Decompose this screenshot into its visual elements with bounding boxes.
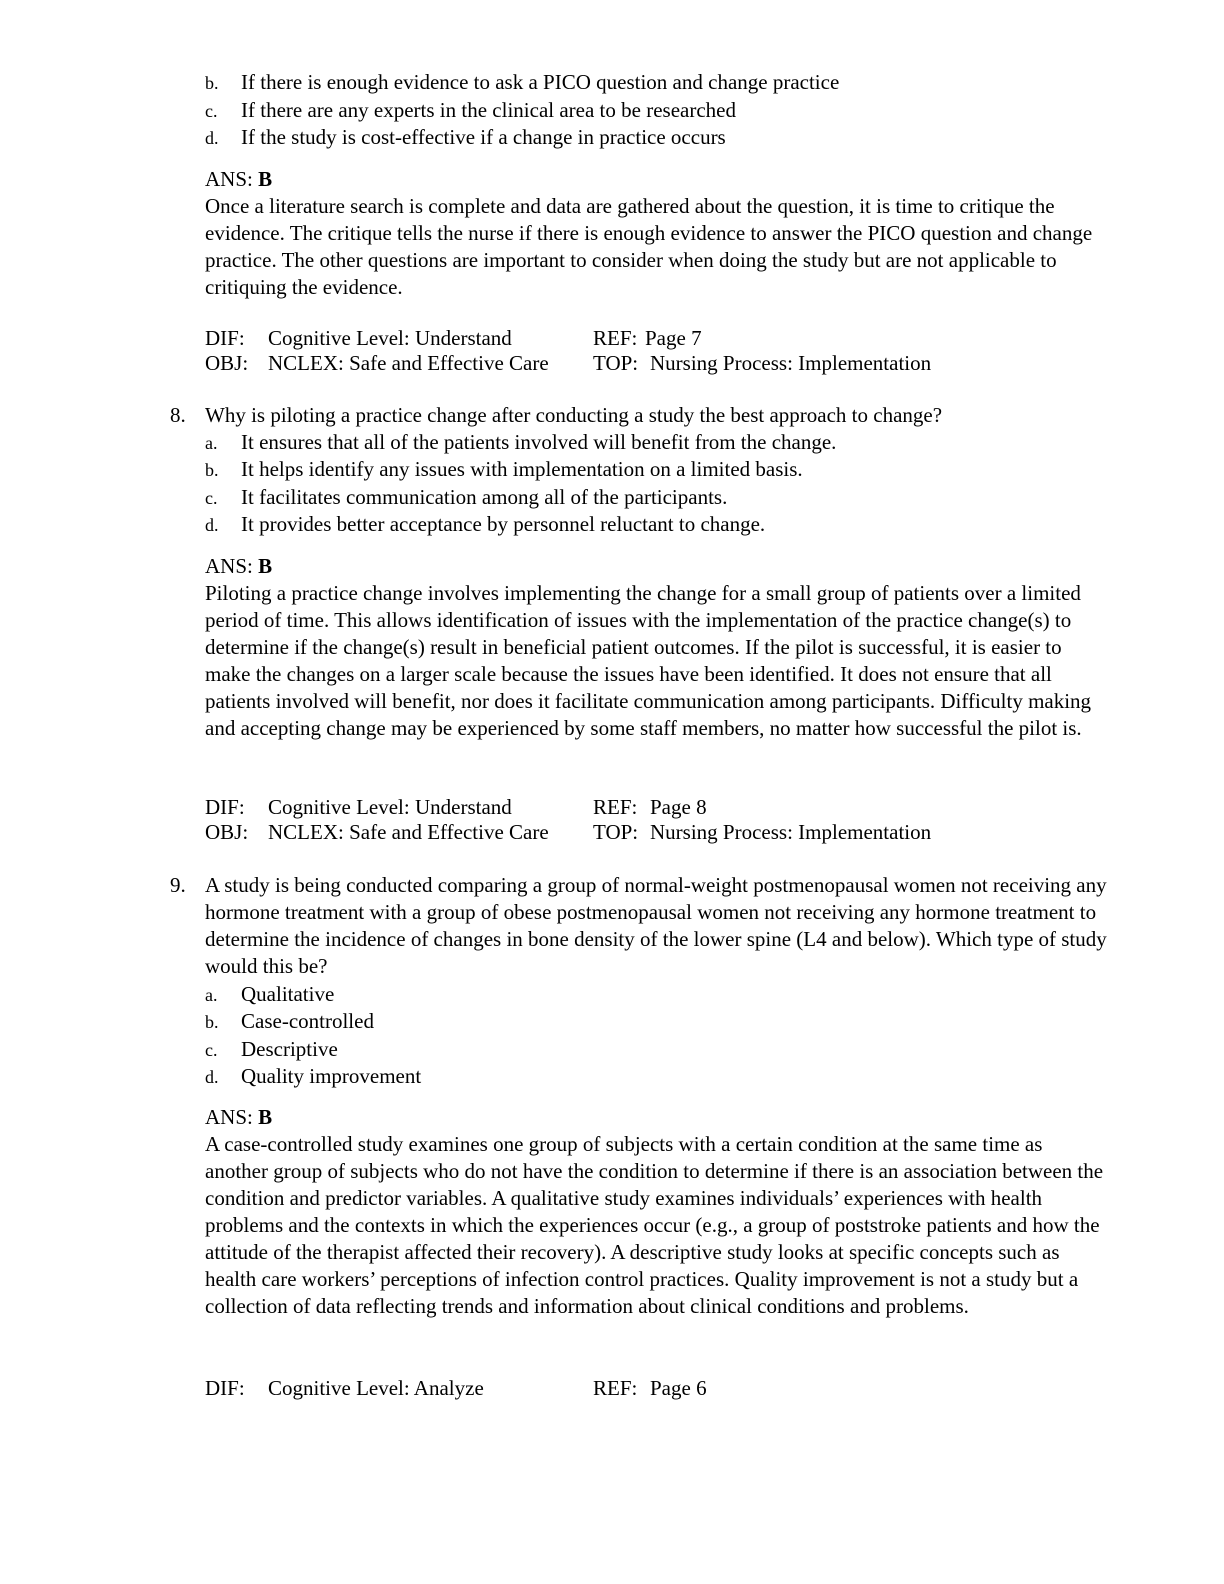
option-text: If there are any experts in the clinical area to be researched	[241, 98, 736, 122]
q9-number: 9.	[170, 873, 186, 897]
top-value: Nursing Process: Implementation	[650, 351, 932, 375]
obj-label: OBJ:	[205, 820, 249, 844]
answer-letter: B	[258, 1105, 273, 1129]
q8-option-b	[205, 456, 803, 484]
q8-option-c	[205, 484, 727, 512]
dif-label: DIF:	[205, 326, 245, 350]
top-value: Nursing Process: Implementation	[650, 820, 932, 844]
option-letter: c.	[205, 101, 218, 121]
option-text: Quality improvement	[241, 1064, 422, 1088]
dif-value: Cognitive Level: Understand	[268, 795, 512, 819]
q9-option-b	[205, 1008, 374, 1036]
ref-label: REF:	[593, 1376, 638, 1400]
q7-option-b	[205, 69, 839, 97]
answer-letter: B	[258, 167, 273, 191]
option-letter: a.	[205, 433, 218, 453]
q7-option-c	[205, 97, 736, 125]
ref-value: Page 6	[650, 1376, 707, 1400]
ref-value: Page 8	[650, 795, 707, 819]
dif-value: Cognitive Level: Analyze	[268, 1376, 484, 1400]
q8-number: 8.	[170, 403, 186, 427]
answer-line	[205, 166, 1110, 193]
option-letter: b.	[205, 1012, 219, 1032]
answer-label: ANS:	[205, 167, 253, 191]
ref-label: REF:	[593, 795, 638, 819]
option-letter: c.	[205, 1040, 218, 1060]
option-letter: a.	[205, 985, 218, 1005]
option-text: Qualitative	[241, 982, 335, 1006]
option-letter: b.	[205, 73, 219, 93]
option-text: Case-controlled	[241, 1009, 374, 1033]
q8-option-d	[205, 511, 765, 539]
option-text: It ensures that all of the patients involved will benefit from the change.	[241, 430, 837, 454]
obj-value: NCLEX: Safe and Effective Care	[268, 820, 549, 844]
top-label: TOP:	[593, 351, 639, 375]
ref-label: REF:	[593, 326, 638, 350]
q7-answer-block	[205, 166, 1110, 301]
ref-value: Page 7	[645, 326, 702, 350]
q8-question: Why is piloting a practice change after conducting a study the best approach to change?	[205, 403, 943, 427]
option-letter: d.	[205, 1067, 219, 1087]
answer-label: ANS:	[205, 554, 253, 578]
answer-rationale: A case-controlled study examines one group of subjects with a certain condition at the same time as another group of subjects who do not have the condition to determine if there is an association between the condition and predictor variables. A qualitative study examines individuals’ experiences with health problems and the contexts in which the experiences occur (e.g., a group of poststroke patients and how the attitude of the therapist affected their recovery). A descriptive study looks at specific concepts such as health care workers’ perceptions of infection control practices. Quality improvement is not a study but a collection of data reflecting trends and information about clinical conditions and problems.	[205, 1132, 1104, 1318]
answer-letter: B	[258, 554, 273, 578]
dif-label: DIF:	[205, 795, 245, 819]
q9-option-c	[205, 1036, 338, 1064]
option-text: Descriptive	[241, 1037, 338, 1061]
answer-label: ANS:	[205, 1105, 253, 1129]
answer-rationale: Piloting a practice change involves implementing the change for a small group of patients over a limited period of time. This allows identification of issues with the implementation of the practice change(s) to determine if the change(s) result in beneficial patient outcomes. If the pilot is successful, it is easier to make the changes on a larger scale because the issues have been identified. It does not ensure that all patients involved will benefit, nor does it facilitate communication among participants. Difficulty making and accepting change may be experienced by some staff members, no matter how successful the pilot is.	[205, 581, 1092, 740]
answer-rationale: Once a literature search is complete and data are gathered about the question, it is time to critique the evidence. The critique tells the nurse if there is enough evidence to answer the PICO question and change practice. The other questions are important to consider when doing the study but are not applicable to critiquing the evidence.	[205, 194, 1093, 299]
obj-value: NCLEX: Safe and Effective Care	[268, 351, 549, 375]
option-text: It facilitates communication among all of the participants.	[241, 485, 728, 509]
option-text: It provides better acceptance by personnel reluctant to change.	[241, 512, 766, 536]
option-text: If the study is cost-effective if a change in practice occurs	[241, 125, 726, 149]
option-letter: b.	[205, 460, 219, 480]
dif-label: DIF:	[205, 1376, 245, 1400]
option-text: It helps identify any issues with implementation on a limited basis.	[241, 457, 803, 481]
q8-meta	[205, 795, 1005, 849]
q8-answer-block	[205, 553, 1110, 742]
option-letter: d.	[205, 128, 219, 148]
q7-meta	[205, 326, 1005, 380]
option-text: If there is enough evidence to ask a PICO question and change practice	[241, 70, 840, 94]
top-label: TOP:	[593, 820, 639, 844]
obj-label: OBJ:	[205, 351, 249, 375]
option-letter: d.	[205, 515, 219, 535]
answer-line	[205, 553, 1110, 580]
option-letter: c.	[205, 488, 218, 508]
q9-option-d	[205, 1063, 421, 1091]
answer-line	[205, 1104, 1110, 1131]
q9-question: A study is being conducted comparing a group of normal-weight postmenopausal women not receiving any hormone treatment with a group of obese postmenopausal women not receiving any hormone treatment to determine the incidence of changes in bone density of the lower spine (L4 and below). Which type of study would this be?	[205, 873, 1107, 978]
q9-meta	[205, 1376, 1005, 1430]
q9-answer-block	[205, 1104, 1110, 1320]
q7-option-d	[205, 124, 726, 152]
dif-value: Cognitive Level: Understand	[268, 326, 512, 350]
q8-option-a	[205, 429, 836, 457]
q9-option-a	[205, 981, 334, 1009]
